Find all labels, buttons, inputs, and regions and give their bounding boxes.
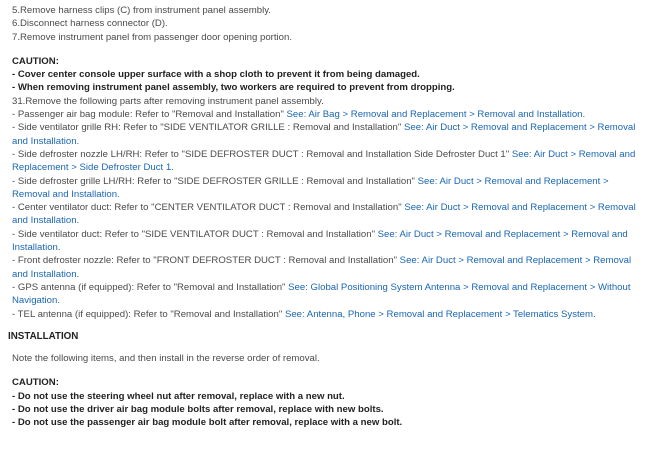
part-item <box>6 175 644 202</box>
step-31: 31.Remove the following parts after removing instrument panel assembly. <box>12 95 324 107</box>
part-item <box>6 254 644 281</box>
caution-item: - When removing instrument panel assembly, two workers are required to prevent from dropping. <box>12 82 455 94</box>
caution-item: - Cover center console upper surface with a shop cloth to prevent it from being damaged. <box>12 69 420 81</box>
part-item <box>6 281 644 308</box>
part-item <box>6 121 644 148</box>
part-item <box>6 228 644 255</box>
part-link[interactable]: See: Air Duct > Removal and Replacement > Removal and Installation. <box>12 202 636 227</box>
part-text: - Front defroster nozzle: Refer to "FRONT DEFROSTER DUCT : Removal and Installation" <box>12 255 400 267</box>
part-text: - Side defroster grille LH/RH: Refer to "SIDE DEFROSTER GRILLE : Removal and Installation" <box>12 175 418 187</box>
step-7: 7.Remove instrument panel from passenger door opening portion. <box>12 31 292 43</box>
part-link[interactable]: See: Air Duct > Removal and Replacement > Removal and Installation. <box>12 175 609 200</box>
part-link[interactable]: See: Air Duct > Removal and Replacement > Side Defroster Duct 1. <box>12 148 636 174</box>
caution-title: CAUTION: <box>12 55 59 67</box>
step-5: 5.Remove harness clips (C) from instrument panel assembly. <box>12 5 271 16</box>
installation-caution-item: - Do not use the steering wheel nut after removal, replace with a new nut. <box>12 390 345 402</box>
part-item <box>6 201 644 228</box>
part-item <box>6 148 644 175</box>
part-link[interactable]: See: Global Positioning System Antenna > Removal and Replacement > Without Navigation. <box>12 281 631 307</box>
installation-heading: INSTALLATION <box>8 330 79 342</box>
part-text: - Passenger air bag module: Refer to "Removal and Installation" <box>12 109 287 121</box>
part-item <box>6 308 644 321</box>
installation-caution-item: - Do not use the driver air bag module bolts after removal, replace with new bolts. <box>12 404 384 416</box>
part-link[interactable]: See: Air Duct > Removal and Replacement > Removal and Installation. <box>12 122 636 147</box>
installation-note: Note the following items, and then install in the reverse order of removal. <box>12 353 320 365</box>
part-link[interactable]: See: Air Duct > Removal and Replacement > Removal and Installation. <box>12 255 632 280</box>
part-link[interactable]: See: Air Bag > Removal and Replacement > Removal and Installation. <box>286 109 586 121</box>
part-text: - Side ventilator grille RH: Refer to "SIDE VENTILATOR GRILLE : Removal and Installation" <box>12 122 404 134</box>
step-6: 6.Disconnect harness connector (D). <box>12 18 168 30</box>
part-text: - GPS antenna (if equipped): Refer to "Removal and Installation" <box>12 281 289 293</box>
installation-caution-item: - Do not use the passenger air bag module bolt after removal, replace with a new bolt. <box>12 417 403 429</box>
part-text: - Center ventilator duct: Refer to "CENTER VENTILATOR DUCT : Removal and Installation" <box>12 202 405 214</box>
part-text: - Side ventilator duct: Refer to "SIDE VENTILATOR DUCT : Removal and Installation" <box>12 228 378 240</box>
part-link[interactable]: See: Antenna, Phone > Removal and Replacement > Telematics System. <box>284 308 596 320</box>
installation-caution-title: CAUTION: <box>12 377 59 389</box>
part-item <box>6 108 644 121</box>
part-link[interactable]: See: Air Duct > Removal and Replacement > Removal and Installation. <box>12 228 628 254</box>
part-text: - Side defroster nozzle LH/RH: Refer to "SIDE DEFROSTER DUCT : Removal and Installation Side Defroster Duct 1" <box>12 148 512 160</box>
part-text: - TEL antenna (if equipped): Refer to "Removal and Installation" <box>12 308 285 320</box>
